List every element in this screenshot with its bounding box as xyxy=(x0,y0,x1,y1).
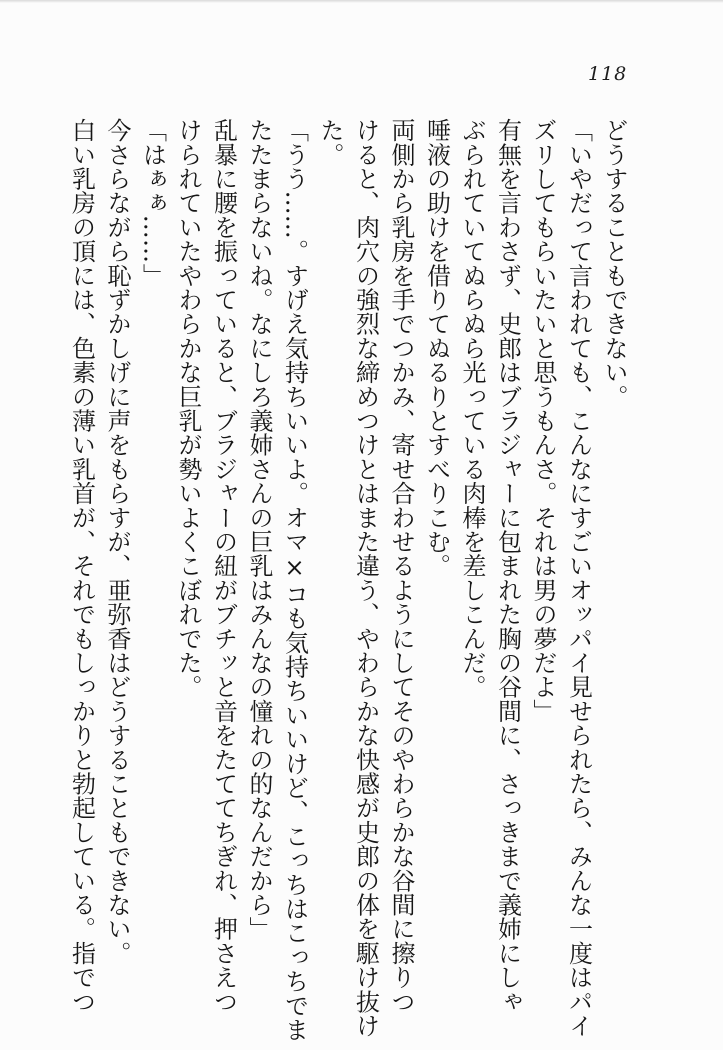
page-number: 118 xyxy=(588,63,628,85)
text-line: た。 xyxy=(316,118,344,167)
text-line: 「はぁぁ……」 xyxy=(138,118,167,288)
text-line: 両側から乳房を手でつかみ、寄せ合わせるようにしてそのやわらかな谷間に擦りつ xyxy=(387,118,415,1014)
text-line: 乱暴に腰を振っていると、ブラジャーの紐がブチッと音をたててちぎれ、押さえつ xyxy=(209,118,238,1014)
scan-edge xyxy=(0,0,723,3)
text-line: たたまらないね。なにしろ義姉さんの巨乳はみんなの憧れの的なんだから」 xyxy=(245,118,273,941)
text-line: けられていたやわらかな巨乳が勢いよくこぼれでた。 xyxy=(174,118,202,699)
text-line: ぶられていてぬらぬら光っている肉棒を差しこんだ。 xyxy=(458,118,486,699)
text-line: 白い乳房の頂には、色素の薄い乳首が、それでもしっかりと勃起している。指でつ xyxy=(67,118,96,1014)
text-line: 「うう……。すげえ気持ちいいよ。オマ×コも気持ちいいけど、こっちはこっちでま xyxy=(280,118,309,1042)
text-line: ズリしてもらいたいと思うもんさ。それは男の夢だよ」 xyxy=(529,118,557,723)
vertical-text-body xyxy=(63,118,631,1042)
text-line: 有無を言わさず、史郎はブラジャーに包まれた胸の谷間に、さっきまで義姉にしゃ xyxy=(493,118,522,1014)
text-line: 「いやだって言われても、こんなにすごいオッパイ見せられたら、みんな一度はパイ xyxy=(564,118,593,1038)
text-line: けると、肉穴の強烈な締めつけとはまた違う、やわらかな快感が史郎の体を駆け抜け xyxy=(351,118,380,1038)
text-line: 今さらながら恥ずかしげに声をもらすが、亜弥香はどうすることもできない。 xyxy=(103,118,131,965)
text-line: どうすることもできない。 xyxy=(600,118,628,409)
text-line: 唾液の助けを借りてぬるりとすべりこむ。 xyxy=(422,118,451,578)
